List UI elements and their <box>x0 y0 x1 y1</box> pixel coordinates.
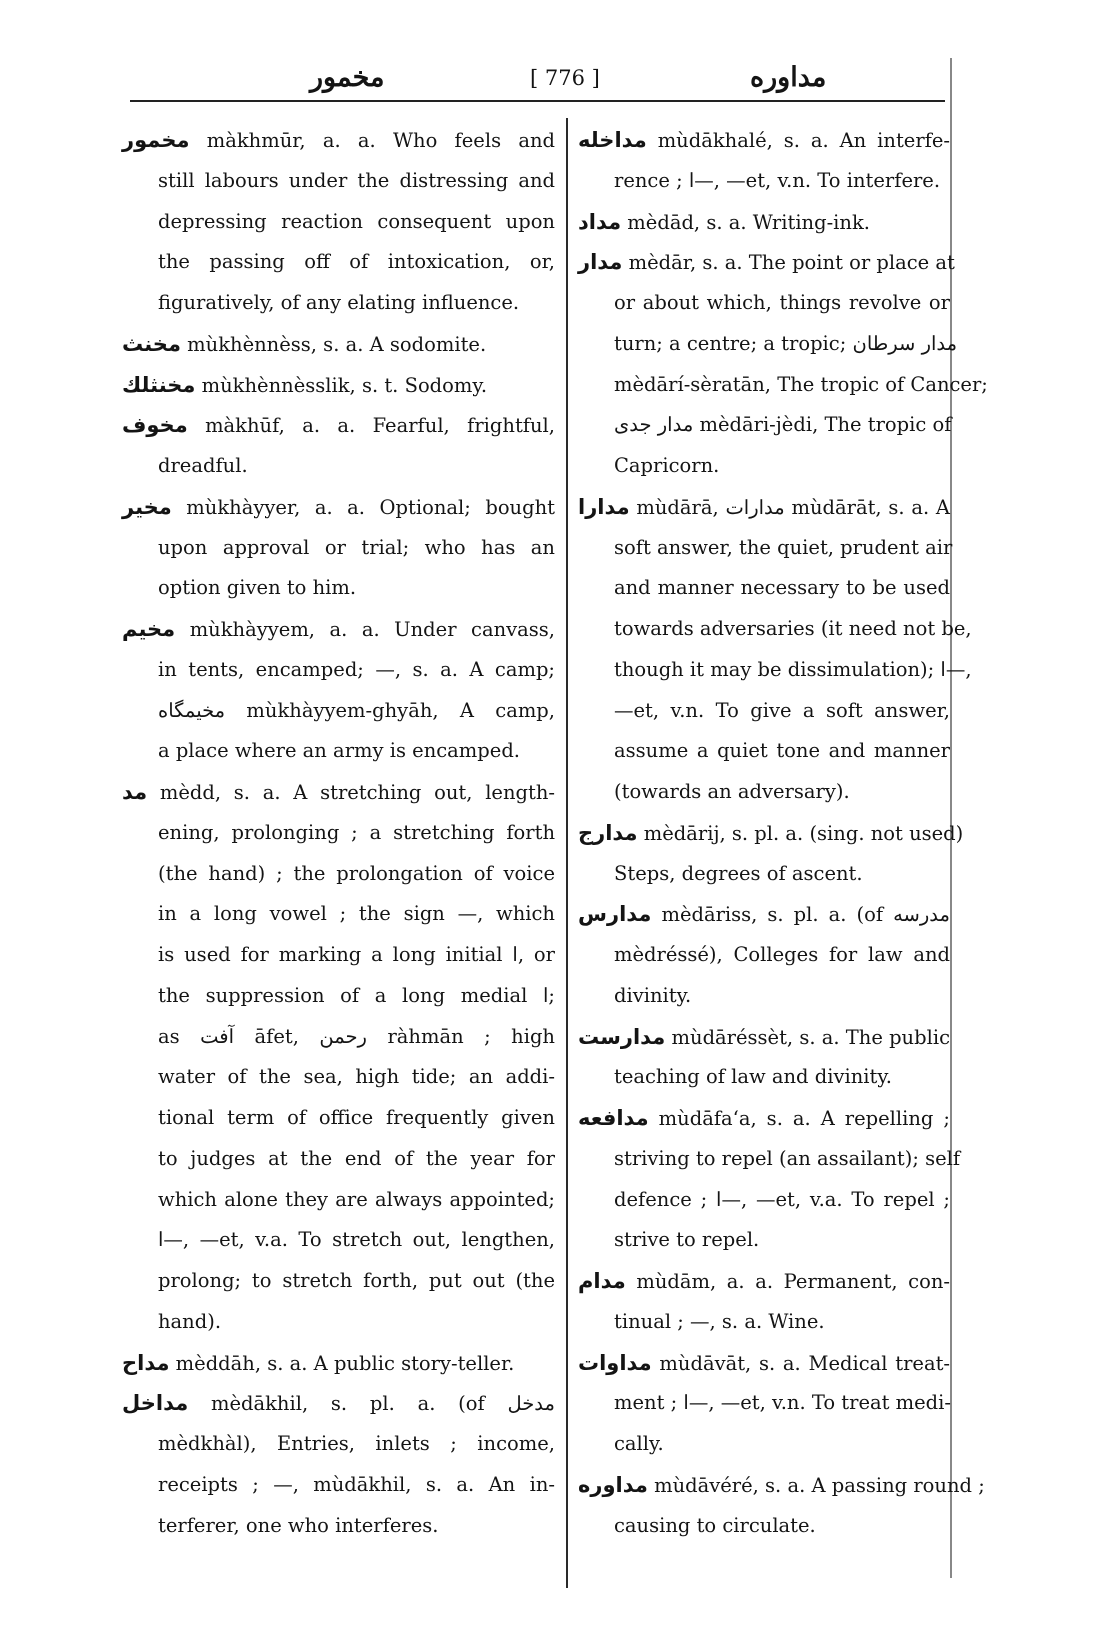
entry-line <box>578 405 950 446</box>
entry-line <box>122 528 555 569</box>
entry-line <box>122 1139 555 1180</box>
entry-text: mùdāvéré, s. a. A passing round ; <box>647 1473 985 1497</box>
entry-headline <box>122 120 555 161</box>
entry-line <box>122 1017 555 1058</box>
entry-text: soft answer, the quiet, prudent air <box>614 535 953 559</box>
entry-text: mèdārij, s. pl. a. (sing. not used) <box>637 821 964 845</box>
dictionary-entry <box>122 487 555 609</box>
entry-line <box>122 854 555 895</box>
dictionary-entry <box>578 1017 950 1099</box>
arabic-headword: مدارا <box>578 494 630 519</box>
entry-text: and manner necessary to be used <box>614 576 950 600</box>
entry-text: towards adversaries (it need not be, <box>614 617 972 640</box>
entry-text: مدار جدی mèdāri-jèdi, The tropic of <box>614 413 952 437</box>
entry-line <box>122 894 555 935</box>
dictionary-entry <box>578 1098 961 1261</box>
entry-headline <box>122 772 555 813</box>
dictionary-entry <box>578 894 950 1016</box>
entry-text: ment ; ا—, —et, v.n. To treat medi- <box>614 1391 951 1415</box>
arabic-headword: مدار <box>578 250 623 275</box>
arabic-headword: مخير <box>122 494 172 519</box>
entry-text: tinual ; —, s. a. Wine. <box>614 1309 825 1333</box>
arabic-headword: مداح <box>122 1350 170 1375</box>
entry-line <box>578 365 988 406</box>
entry-text: still labours under the distressing and <box>158 168 555 192</box>
arabic-headword: مخنث <box>122 331 181 356</box>
entry-text: assume a quiet tone and manner <box>614 739 950 763</box>
entry-text: mùkhènnèsslik, s. t. Sodomy. <box>195 373 488 397</box>
entry-line <box>122 1424 555 1465</box>
entry-text: mùkhàyyem, a. a. Under canvass, <box>175 618 555 641</box>
entry-line <box>578 609 972 650</box>
entry-text: causing to circulate. <box>614 1513 816 1537</box>
entry-line <box>122 1220 555 1261</box>
entry-text: mèdār, s. a. The point or place at <box>622 251 955 275</box>
entry-text: mùdāfa‘a, s. a. A repelling ; <box>648 1107 950 1130</box>
entry-text: option given to him. <box>158 576 357 600</box>
entry-text: which alone they are always appointed; <box>158 1187 555 1211</box>
entry-line <box>578 731 950 772</box>
entry-text: (towards an adversary). <box>614 780 850 803</box>
dictionary-entry <box>122 772 555 1343</box>
entry-headline <box>578 120 950 161</box>
arabic-headword: مخمور <box>122 128 190 152</box>
entry-line <box>122 731 555 772</box>
entry-text: prolong; to stretch forth, put out (the <box>158 1269 555 1292</box>
entry-headline <box>578 813 964 854</box>
dictionary-entry <box>122 324 555 365</box>
entry-line <box>122 1506 555 1547</box>
entry-line <box>578 650 972 691</box>
entry-text: —et, v.n. To give a soft answer, <box>614 698 950 722</box>
entry-line <box>122 568 555 609</box>
entry-headline <box>578 1098 950 1139</box>
dictionary-entry <box>122 1383 555 1546</box>
entry-headline <box>122 1383 555 1424</box>
arabic-headword: مداخل <box>122 1391 189 1416</box>
entry-line <box>578 1424 950 1465</box>
entry-text: dreadful. <box>158 454 248 477</box>
entry-headline <box>578 242 955 283</box>
entry-line <box>122 1261 555 1302</box>
entry-headline <box>578 487 950 528</box>
entry-text: a place where an army is encamped. <box>158 739 520 763</box>
dictionary-entry <box>122 120 555 324</box>
entry-text: to judges at the end of the year for <box>158 1146 555 1170</box>
entry-headline <box>122 1343 555 1384</box>
arabic-headword: مد <box>122 780 148 804</box>
entry-headline <box>578 1343 950 1384</box>
entry-text: figuratively, of any elating influence. <box>158 291 520 314</box>
entry-text: the suppression of a long medial ا; <box>158 983 555 1007</box>
page-number: [ 776 ] <box>530 66 600 90</box>
dictionary-entry <box>578 242 988 487</box>
entry-text: mùdām, a. a. Permanent, con- <box>625 1270 950 1293</box>
entry-line <box>122 650 555 691</box>
entry-text: mèdkhàl), Entries, inlets ; income, <box>158 1432 555 1455</box>
entry-text: mùdārā, مدارات mùdārāt, s. a. A <box>629 495 950 519</box>
entry-line <box>122 1057 555 1098</box>
entry-headline <box>122 405 555 446</box>
entry-text: receipts ; —, mùdākhil, s. a. An in- <box>158 1472 555 1496</box>
entry-headline <box>578 202 950 243</box>
entry-line <box>122 161 555 202</box>
entry-text: mèdréssé), Colleges for law and <box>614 943 950 966</box>
entry-line <box>122 1098 555 1139</box>
entry-text: in tents, encamped; —, s. a. A camp; <box>158 657 555 681</box>
entry-text: water of the sea, high tide; an addi- <box>158 1065 555 1089</box>
entry-headline <box>578 894 950 935</box>
dictionary-entry <box>578 1465 985 1547</box>
entry-text: Steps, degrees of ascent. <box>614 861 863 885</box>
entry-headline <box>122 324 555 365</box>
entry-text: defence ; ا—, —et, v.a. To repel ; <box>614 1187 950 1211</box>
entry-line <box>578 1180 950 1221</box>
entry-text: mèddāh, s. a. A public story-teller. <box>169 1351 515 1375</box>
entry-line <box>122 976 555 1017</box>
dictionary-entry <box>578 487 972 813</box>
entry-text: màkhmūr, a. a. Who feels and <box>189 129 555 152</box>
entry-text: màkhūf, a. a. Fearful, frightful, <box>187 414 555 438</box>
entry-text: mùkhènnèss, s. a. A sodomite. <box>180 332 487 356</box>
entry-line <box>578 324 958 365</box>
entry-line <box>578 1220 950 1261</box>
entry-text: or about which, things revolve or <box>614 291 950 314</box>
entry-text: turn; a centre; a tropic; مدار سرطان <box>614 331 958 355</box>
entry-text: strive to repel. <box>614 1228 760 1252</box>
entry-line <box>578 854 950 895</box>
entry-line <box>122 202 555 243</box>
header-rule <box>130 100 945 102</box>
entry-line <box>578 772 950 813</box>
entry-text: is used for marking a long initial ا, or <box>158 943 555 966</box>
entry-text: divinity. <box>614 983 692 1007</box>
entry-text: Capricorn. <box>614 454 720 477</box>
arabic-headword: مداخله <box>578 128 647 152</box>
entry-text: mùkhàyyer, a. a. Optional; bought <box>171 495 555 519</box>
arabic-headword: مداد <box>578 209 622 234</box>
right-column <box>578 120 988 1546</box>
entry-headline <box>122 487 555 528</box>
arabic-headword: مخوف <box>122 413 188 438</box>
dictionary-entry <box>122 609 555 772</box>
entry-text: mèdākhil, s. pl. a. (of مدخل <box>188 1392 555 1416</box>
arabic-headword: مداوره <box>578 1472 648 1497</box>
arabic-headword: مدارست <box>578 1024 666 1049</box>
entry-text: teaching of law and divinity. <box>614 1065 892 1089</box>
dictionary-entry <box>578 1261 950 1343</box>
arabic-headword: مخنثلك <box>122 372 196 397</box>
entry-text: mùdāréssèt, s. a. The public <box>665 1025 950 1049</box>
left-column <box>122 120 555 1546</box>
entry-line <box>122 813 555 854</box>
entry-text: mèdd, s. a. A stretching out, length- <box>147 781 555 804</box>
entry-line <box>578 283 950 324</box>
header-right-word: مداوره <box>750 62 827 93</box>
entry-line <box>578 161 950 202</box>
entry-headline <box>578 1017 950 1058</box>
arabic-headword: مدام <box>578 1269 626 1293</box>
entry-headline <box>122 365 555 406</box>
entry-headline <box>578 1261 950 1302</box>
dictionary-entry <box>578 120 950 202</box>
entry-line <box>578 691 950 732</box>
entry-text: cally. <box>614 1432 664 1455</box>
entry-text: مخيمگاه mùkhàyyem-ghyāh, A camp, <box>158 698 555 722</box>
entry-line <box>122 1180 555 1221</box>
entry-line <box>578 935 950 976</box>
column-divider <box>566 118 568 1588</box>
entry-line <box>578 568 950 609</box>
entry-line <box>122 1302 555 1343</box>
entry-text: ا—, —et, v.a. To stretch out, lengthen, <box>158 1228 555 1252</box>
arabic-headword: مدارس <box>578 902 652 927</box>
entry-line <box>122 446 555 487</box>
entry-line <box>578 976 950 1017</box>
entry-text: mèdād, s. a. Writing-ink. <box>621 210 870 234</box>
entry-line <box>122 691 555 732</box>
entry-text: as آفت āfet, رحمن ràhmān ; high <box>158 1024 555 1048</box>
entry-text: depressing reaction consequent upon <box>158 209 555 233</box>
entry-text: mèdāriss, s. pl. a. (of مدرسه <box>651 903 950 927</box>
entry-text: mùdākhalé, s. a. An interfe- <box>646 129 950 152</box>
entry-text: though it may be dissimulation); ا—, <box>614 657 972 681</box>
entry-text: mèdārí-sèratān, The tropic of Cancer; <box>614 372 988 396</box>
entry-headline <box>122 609 555 650</box>
dictionary-entry <box>122 365 555 406</box>
arabic-headword: مدافعه <box>578 1106 649 1130</box>
entry-line <box>578 1057 950 1098</box>
dictionary-entry <box>122 1343 555 1384</box>
entry-line <box>578 528 953 569</box>
entry-line <box>122 1465 555 1506</box>
entry-text: (the hand) ; the prolongation of voice <box>158 861 555 885</box>
entry-line <box>578 1383 950 1424</box>
page-edge-line <box>950 58 952 1578</box>
dictionary-entry <box>578 1343 950 1465</box>
entry-line <box>122 935 555 976</box>
entry-text: upon approval or trial; who has an <box>158 535 555 559</box>
dictionary-entry <box>578 202 950 243</box>
entry-text: hand). <box>158 1309 222 1333</box>
page-header <box>130 62 940 102</box>
dictionary-entry <box>578 813 964 895</box>
entry-text: tional term of office frequently given <box>158 1106 555 1129</box>
arabic-headword: مخيم <box>122 617 176 641</box>
entry-line <box>578 446 950 487</box>
entry-line <box>578 1506 950 1547</box>
entry-text: terferer, one who interferes. <box>158 1513 439 1537</box>
entry-line <box>578 1139 961 1180</box>
entry-headline <box>578 1465 985 1506</box>
entry-text: ening, prolonging ; a stretching forth <box>158 820 555 844</box>
entry-text: striving to repel (an assailant); self <box>614 1146 961 1170</box>
entry-line <box>122 283 555 324</box>
entry-text: in a long vowel ; the sign —, which <box>158 902 555 926</box>
dictionary-entry <box>122 405 555 487</box>
header-left-word: مخمور <box>310 62 385 93</box>
arabic-headword: مدارج <box>578 820 638 845</box>
entry-text: the passing off of intoxication, or, <box>158 250 555 274</box>
entry-text: mùdāvāt, s. a. Medical treat- <box>651 1351 950 1375</box>
entry-line <box>122 242 555 283</box>
entry-line <box>578 1302 950 1343</box>
entry-text: rence ; ا—, —et, v.n. To interfere. <box>614 168 941 192</box>
arabic-headword: مداوات <box>578 1350 652 1375</box>
